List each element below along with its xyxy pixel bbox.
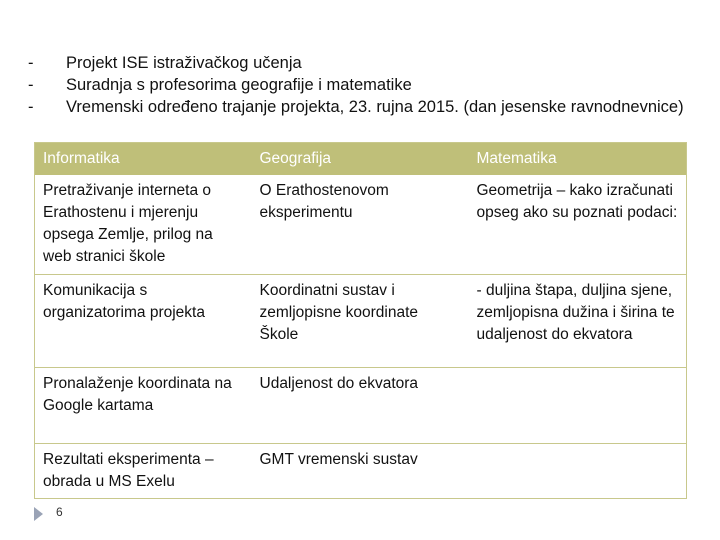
bullet-item [28, 74, 688, 96]
table-cell [469, 368, 687, 444]
table-cell: - duljina štapa, duljina sjene, zemljopisna dužina i širina te udaljenost do ekvatora [469, 275, 687, 368]
table-row [35, 175, 687, 275]
header-matematika: Matematika [469, 143, 687, 176]
table-cell: O Erathostenovom eksperimentu [252, 175, 469, 275]
bullet-list [28, 52, 688, 118]
bullet-item [28, 96, 688, 118]
header-informatika: Informatika [35, 143, 252, 176]
bullet-item [28, 52, 688, 74]
table-cell: Pretraživanje interneta o Erathostenu i mjerenju opsega Zemlje, prilog na web stranici škole [35, 175, 252, 275]
table-cell: GMT vremenski sustav [252, 444, 469, 499]
table-cell [469, 444, 687, 499]
table-row [35, 368, 687, 444]
bullet-marker: - [28, 54, 34, 72]
bullet-marker: - [28, 98, 34, 116]
table-header-row [35, 143, 687, 176]
slide-marker-icon [34, 507, 43, 521]
table-cell: Rezultati eksperimenta – obrada u MS Exelu [35, 444, 252, 499]
table-row [35, 444, 687, 499]
table-row [35, 275, 687, 368]
page-number: 6 [56, 505, 63, 519]
bullet-text: Vremenski određeno trajanje projekta, 23. rujna 2015. (dan jesenske ravnodnevnice) [66, 98, 684, 116]
subjects-table [34, 142, 687, 499]
bullet-marker: - [28, 76, 34, 94]
table-cell: Koordinatni sustav i zemljopisne koordinate Škole [252, 275, 469, 368]
table-cell: Udaljenost do ekvatora [252, 368, 469, 444]
bullet-text: Suradnja s profesorima geografije i matematike [66, 76, 412, 94]
header-geografija: Geografija [252, 143, 469, 176]
table-cell: Komunikacija s organizatorima projekta [35, 275, 252, 368]
table-cell: Pronalaženje koordinata na Google kartama [35, 368, 252, 444]
bullet-text: Projekt ISE istraživačkog učenja [66, 54, 302, 72]
table-cell: Geometrija – kako izračunati opseg ako su poznati podaci: [469, 175, 687, 275]
